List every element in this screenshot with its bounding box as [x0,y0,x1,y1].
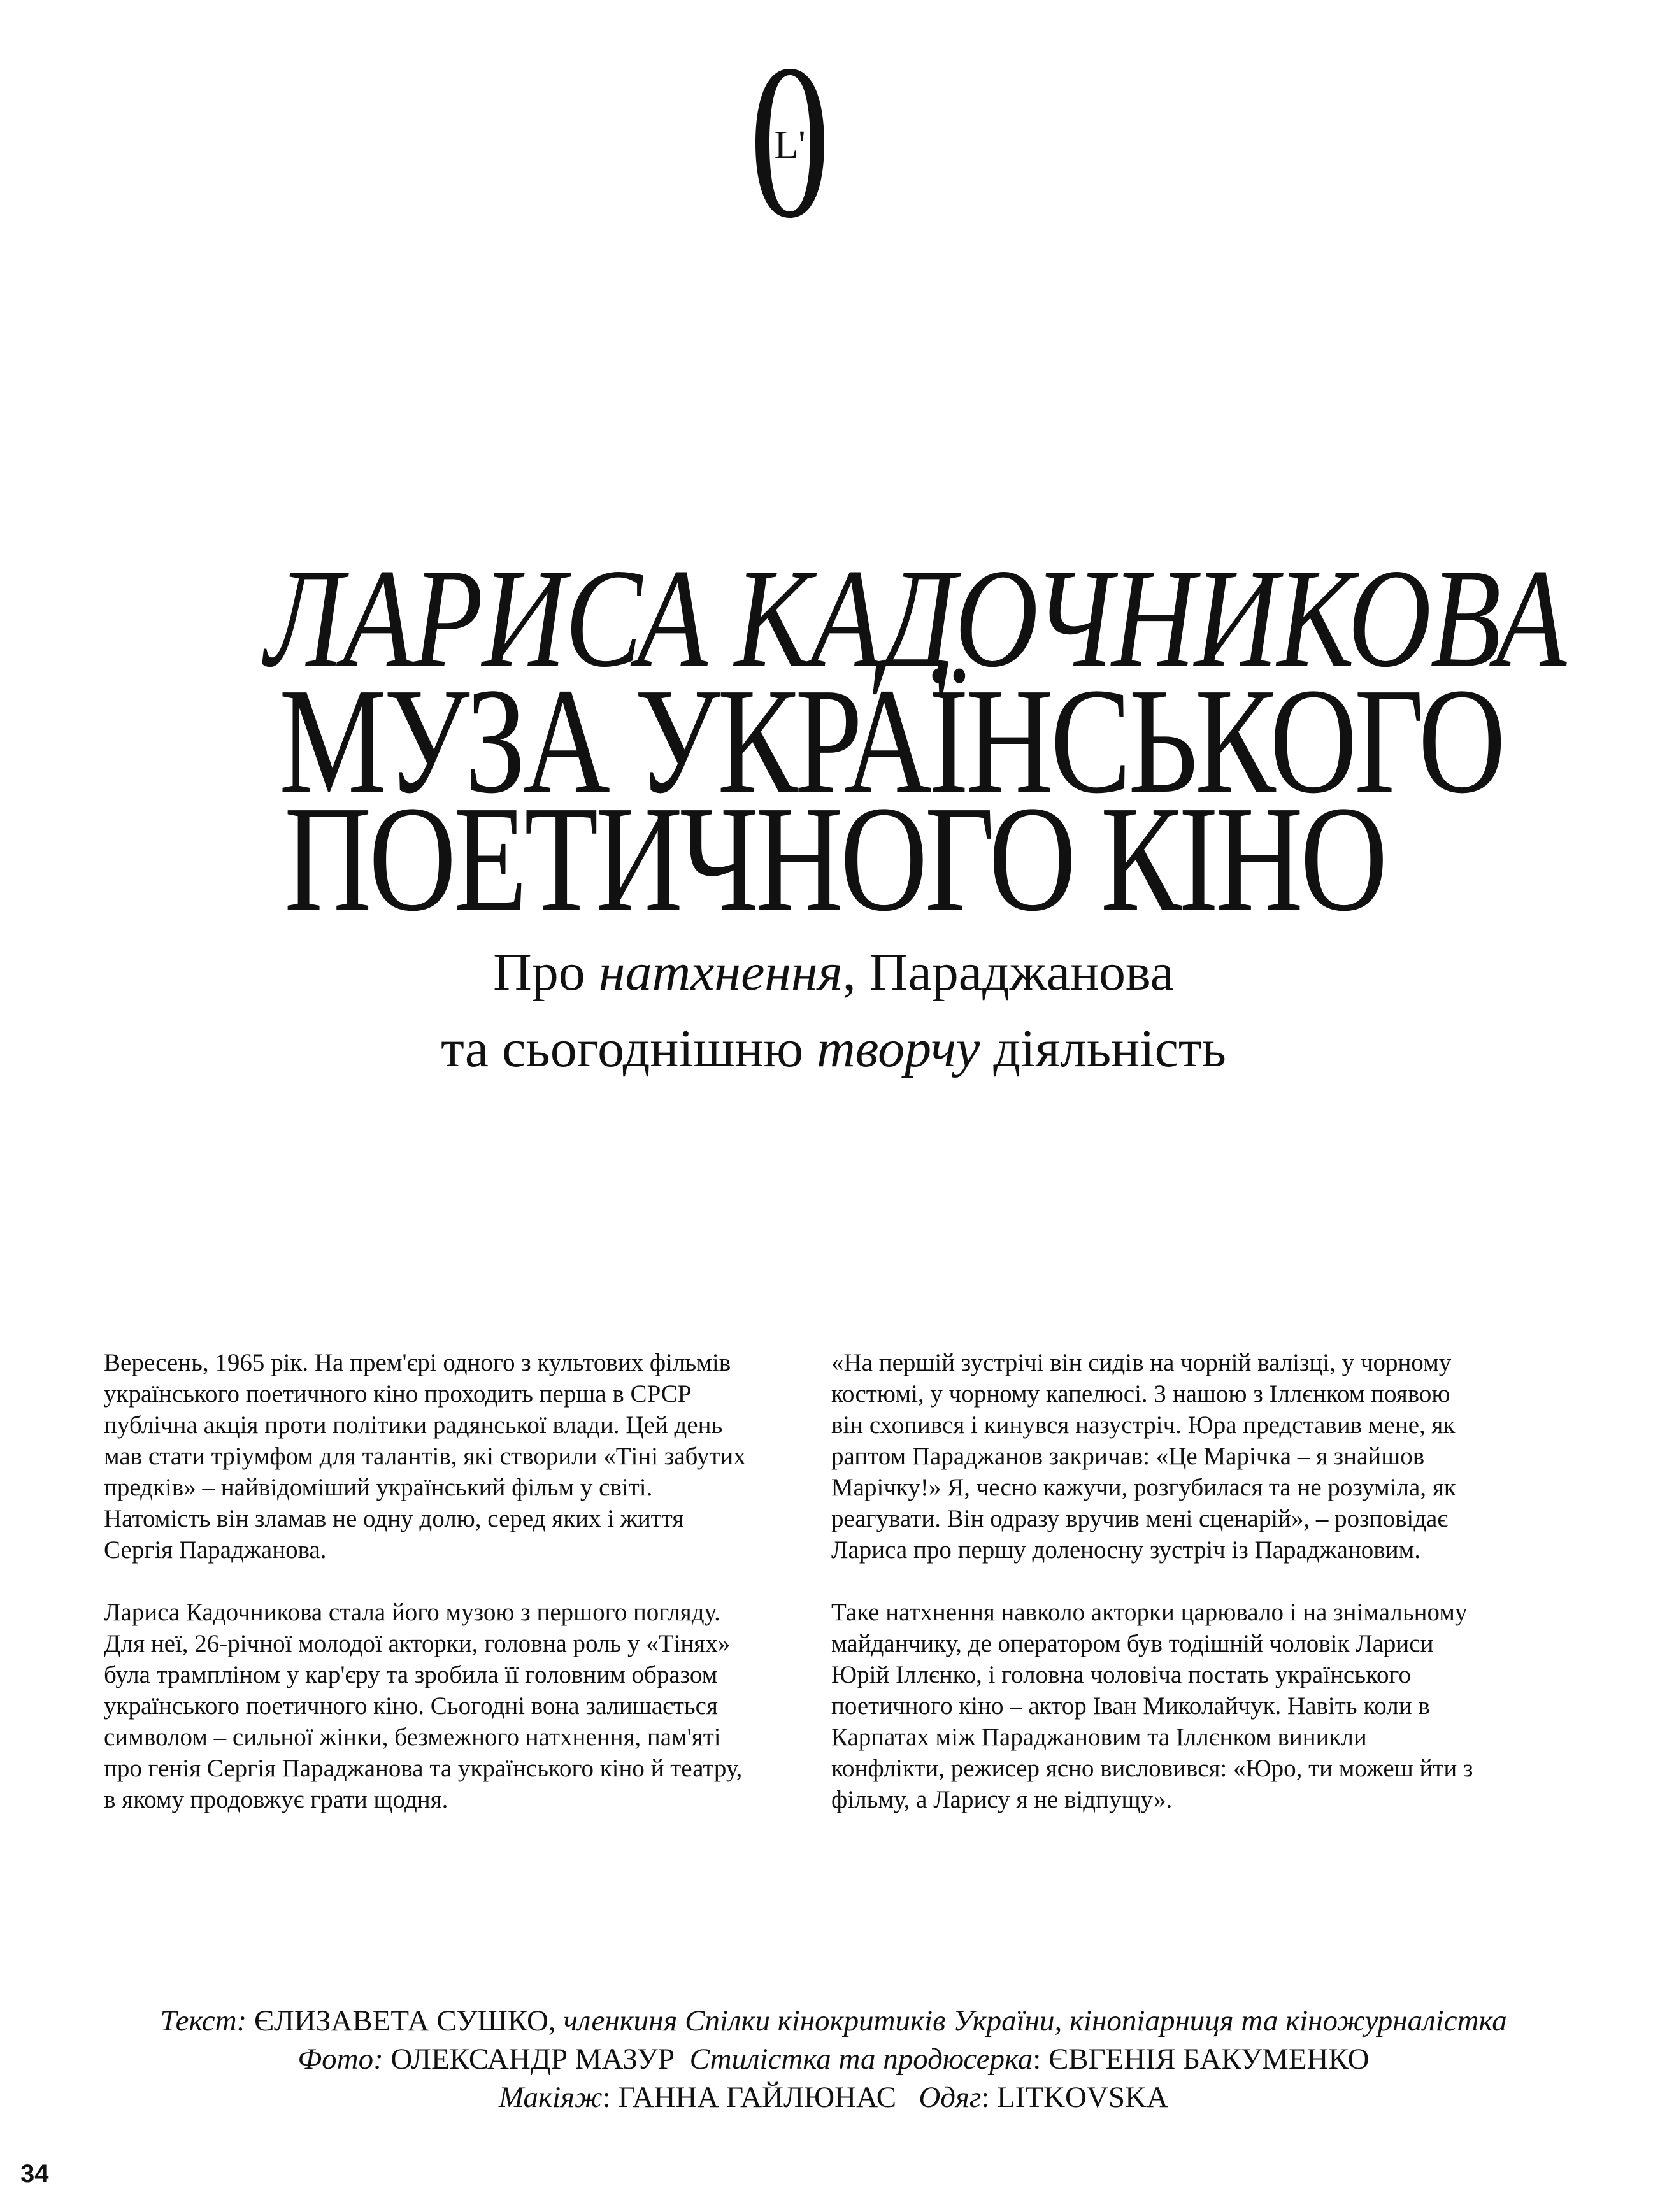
headline-line-3: ПОЕТИЧНОГО КІНО [284,775,1385,943]
logo-letters: L' [774,124,806,167]
credit-text: Текст: ЄЛИЗАВЕТА СУШКО, членкиня Спілки кінокритиків України, кінопіарниця та кіножурналістка [160,2004,1507,2037]
headline-line-2: МУЗА УКРАЇНСЬКОГО [279,657,1503,825]
page-number: 34 [20,2160,49,2188]
body-column-left [104,1347,754,1846]
headline-name: ЛАРИСА КАДОЧНИКОВА [265,540,1566,697]
body-paragraph: Вересень, 1965 рік. На прем'єрі одного з культових фільмів українського поетичного кіно проходить перша в СРСР публічна акція проти політики радянської влади. Цей день мав стати тріумфом для талантів, які створили «Тіні забутих предків» – найвідоміший український фільм у світі. Натомість він зламав не одну долю, серед яких і життя Сергія Параджанова. [104,1349,746,1564]
body-paragraph: Лариса Кадочникова стала його музою з першого погляду. Для неї, 26-річної молодої акторки, головна роль у «Тінях» була трампліном у кар'єру та зробила її головним образом українського поетичного кіно. Сьогодні вона залишається символом – сильної жінки, безмежного натхнення, пам'яті про генія Сергія Параджанова та українського кіно й театру, в якому продовжує грати щодня. [104,1599,743,1813]
body-column-right [831,1347,1481,1846]
body-paragraph: «На першій зустрічі він сидів на чорній валізці, у чорному костюмі, у чорному капелюсі. З нашою з Іллєнком появою він схопився і кинувся назустріч. Юра представив мене, як раптом Параджанов закричав: «Це Марічка – я знайшов Марічку!» Я, чесно кажучи, розгубилася та не розуміла, як реагувати. Він одразу вручив мені сценарій», – розповідає Лариса про першу доленосну зустріч із Параджановим. [831,1349,1456,1564]
credit-makeup-clothes: Макіяж: ГАННА ГАЙЛЮНАС Одяг: LITKOVSKA [499,2081,1168,2114]
magazine-logo [752,64,828,223]
subtitle-line-2: та сьогоднішню творчу діяльність [441,1019,1226,1078]
subtitle-line-1: Про натхнення, Параджанова [493,943,1174,1002]
credit-photo-stylist: Фото: ОЛЕКСАНДР МАЗУР Стилістка та продюсерка: ЄВГЕНІЯ БАКУМЕНКО [297,2043,1370,2076]
body-paragraph: Таке натхнення навколо акторки царювало і на знімальному майданчику, де оператором був тодішній чоловік Лариси Юрій Іллєнко, і головна чоловіча постать українського поетичного кіно – актор Іван Миколайчук. Навіть коли в Карпатах між Параджановим та Іллєнком виникли конфлікти, режисер ясно висловився: «Юро, ти можеш йти з фільму, а Ларису я не відпущу». [831,1599,1473,1813]
